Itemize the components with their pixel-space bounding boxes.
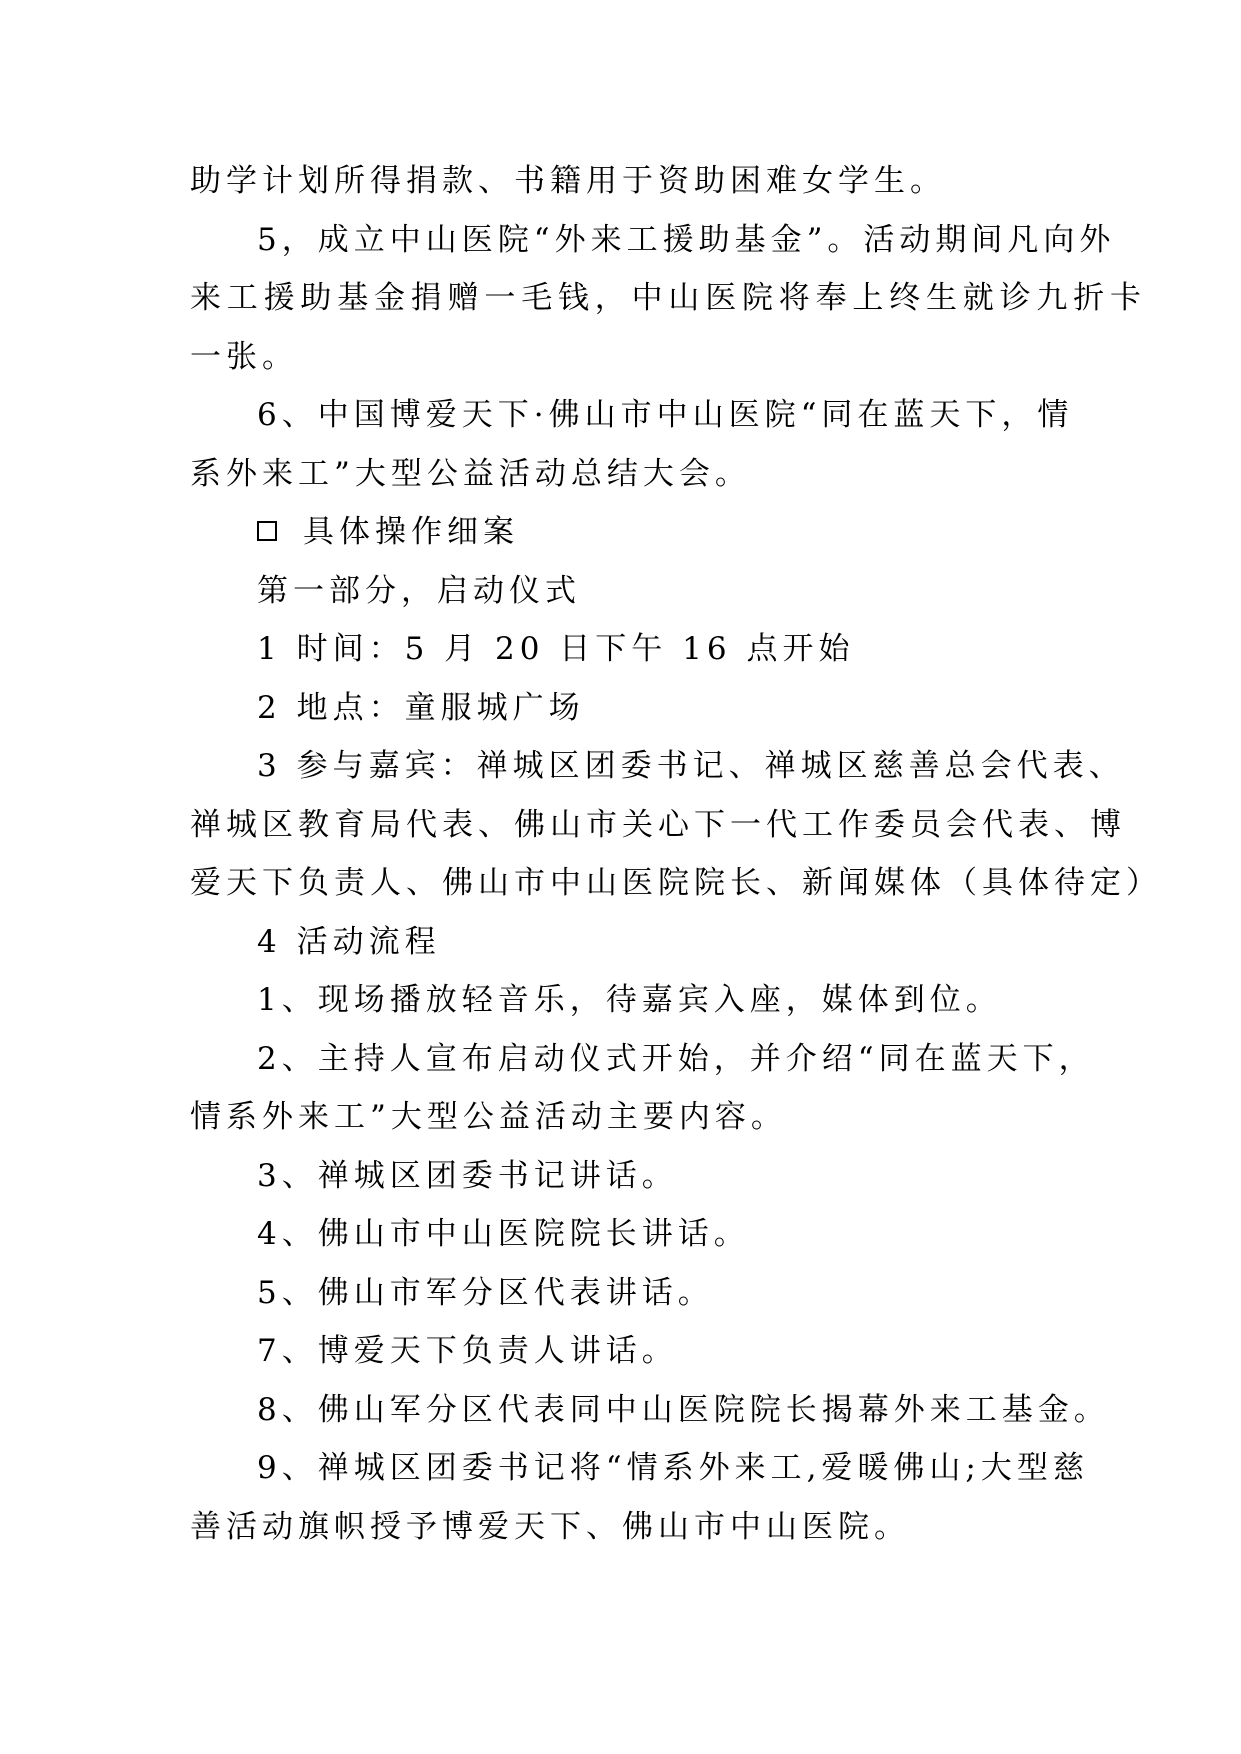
text-line: 6、中国博爱天下·佛山市中山医院“同在蓝天下，情 [257, 397, 1074, 433]
text-line: 1、现场播放轻音乐，待嘉宾入座，媒体到位。 [257, 982, 1002, 1018]
text-line: 来工援助基金捐赠一毛钱，中山医院将奉上终生就诊九折卡 [190, 280, 1147, 316]
text-line: 助学计划所得捐款、书籍用于资助困难女学生。 [190, 163, 946, 199]
text-line: 5、佛山市军分区代表讲话。 [257, 1274, 714, 1311]
text-line: 2、主持人宣布启动仪式开始，并介绍“同在蓝天下， [257, 1040, 1095, 1077]
section-heading-line [190, 503, 1060, 562]
text-line: 9、禅城区团委书记将“情系外来工,爱暖佛山;大型慈 [257, 1450, 1089, 1486]
text-line: 爱天下负责人、佛山市中山医院院长、新闻媒体（具体待定） [190, 865, 1162, 901]
text-line: 3、禅城区团委书记讲话。 [257, 1157, 678, 1194]
text-line: 2 地点：童服城广场 [257, 689, 585, 726]
text-line: 1 时间：5 月 20 日下午 16 点开始 [257, 631, 855, 667]
text-line: 3 参与嘉宾：禅城区团委书记、禅城区慈善总会代表、 [257, 748, 1125, 784]
text-line: 第一部分，启动仪式 [257, 572, 581, 609]
checkbox-icon [257, 521, 277, 541]
text-line: 系外来工”大型公益活动总结大会。 [190, 455, 751, 492]
text-line: 7、博爱天下负责人讲话。 [257, 1333, 678, 1369]
text-line: 4、佛山市中山医院院长讲话。 [257, 1216, 750, 1252]
text-line: 禅城区教育局代表、佛山市关心下一代工作委员会代表、博 [190, 806, 1126, 843]
text-line: 5，成立中山医院“外来工援助基金”。活动期间凡向外 [257, 221, 1116, 258]
text-line: 善活动旗帜授予博爱天下、佛山市中山医院。 [190, 1508, 910, 1545]
text-line: 4 活动流程 [257, 923, 441, 960]
section-heading: 具体操作细案 [303, 514, 519, 550]
text-line: 情系外来工”大型公益活动主要内容。 [190, 1099, 787, 1135]
text-line: 一张。 [190, 338, 298, 375]
document-body [190, 152, 1162, 1556]
text-line: 8、佛山军分区代表同中山医院院长揭幕外来工基金。 [257, 1391, 1110, 1428]
